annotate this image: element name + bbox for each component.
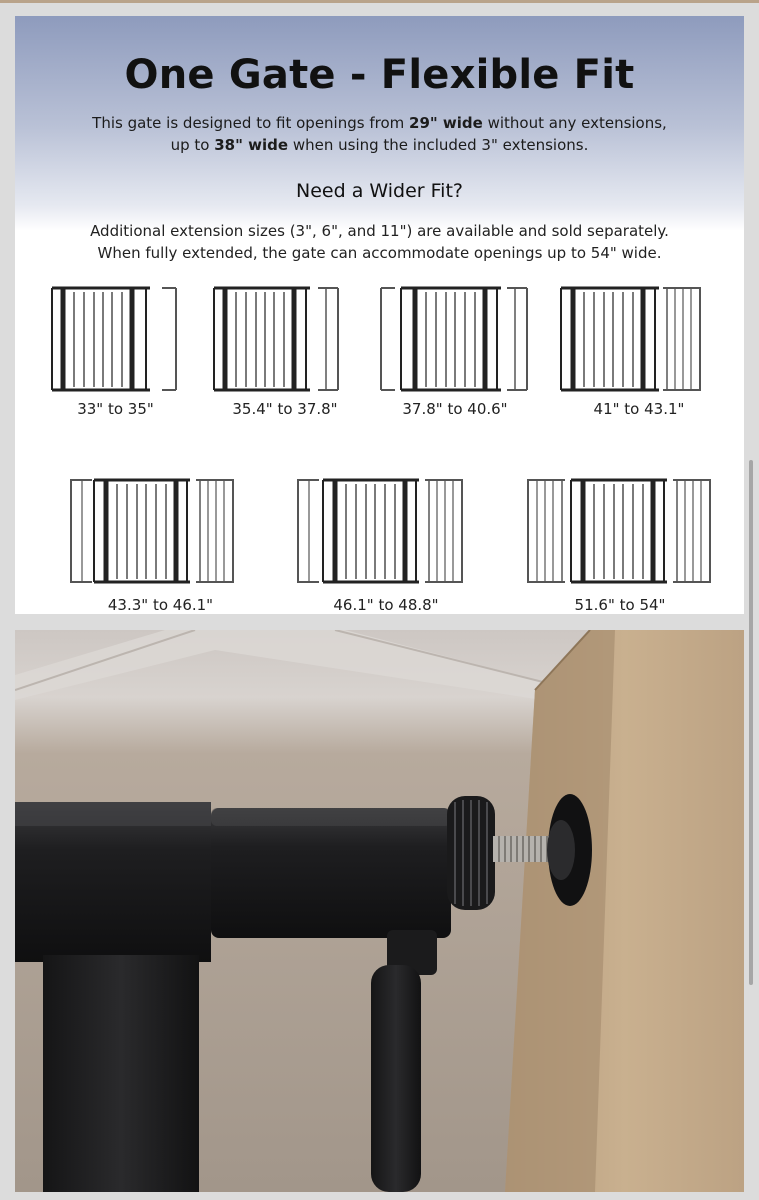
gate-illustration [379,284,531,394]
gate-config-4 [559,284,709,418]
gate-size-label: 37.8" to 40.6" [402,400,508,418]
gate-size-label: 35.4" to 37.8" [232,400,338,418]
gate-illustration [295,476,467,586]
flexible-fit-infographic [15,16,744,614]
gate-config-2 [210,284,345,418]
extension-note [45,220,714,264]
gate-config-7 [525,476,715,614]
note-line: Additional extension sizes (3", 6", and 11") are available and sold separately. [90,222,669,240]
wider-fit-heading: Need a Wider Fit? [296,180,463,202]
gate-illustration [525,476,715,586]
gate-illustration [48,284,183,394]
subtitle-text: up to [170,136,215,154]
gate-config-1 [48,284,183,418]
pressure-mount-photo [15,630,744,1192]
gate-size-label: 51.6" to 54" [574,596,666,614]
gate-size-label: 43.3" to 46.1" [107,596,214,614]
gate-size-label: 41" to 43.1" [593,400,685,418]
gate-illustration [559,284,709,394]
max-width-text: 38" wide [214,136,289,154]
subtitle-text: without any extensions, [482,114,667,132]
infographic-subtitle [55,112,704,156]
infographic-title: One Gate - Flexible Fit [124,52,635,98]
note-line: When fully extended, the gate can accommodate openings up to 54" wide. [97,244,662,262]
gate-config-6 [295,476,467,614]
subtitle-text: when using the included 3" extensions. [288,136,589,154]
gate-illustration [68,476,238,586]
pressure-mount-image [15,630,744,1192]
page-scrollbar[interactable] [749,460,753,985]
gate-size-label: 46.1" to 48.8" [333,596,439,614]
gate-illustration [210,284,345,394]
top-edge [0,0,759,3]
gate-config-5 [68,476,238,614]
subtitle-text: This gate is designed to fit openings from [92,114,410,132]
gate-size-label: 33" to 35" [77,400,154,418]
min-width-text: 29" wide [409,114,483,132]
gate-config-3 [379,284,531,418]
